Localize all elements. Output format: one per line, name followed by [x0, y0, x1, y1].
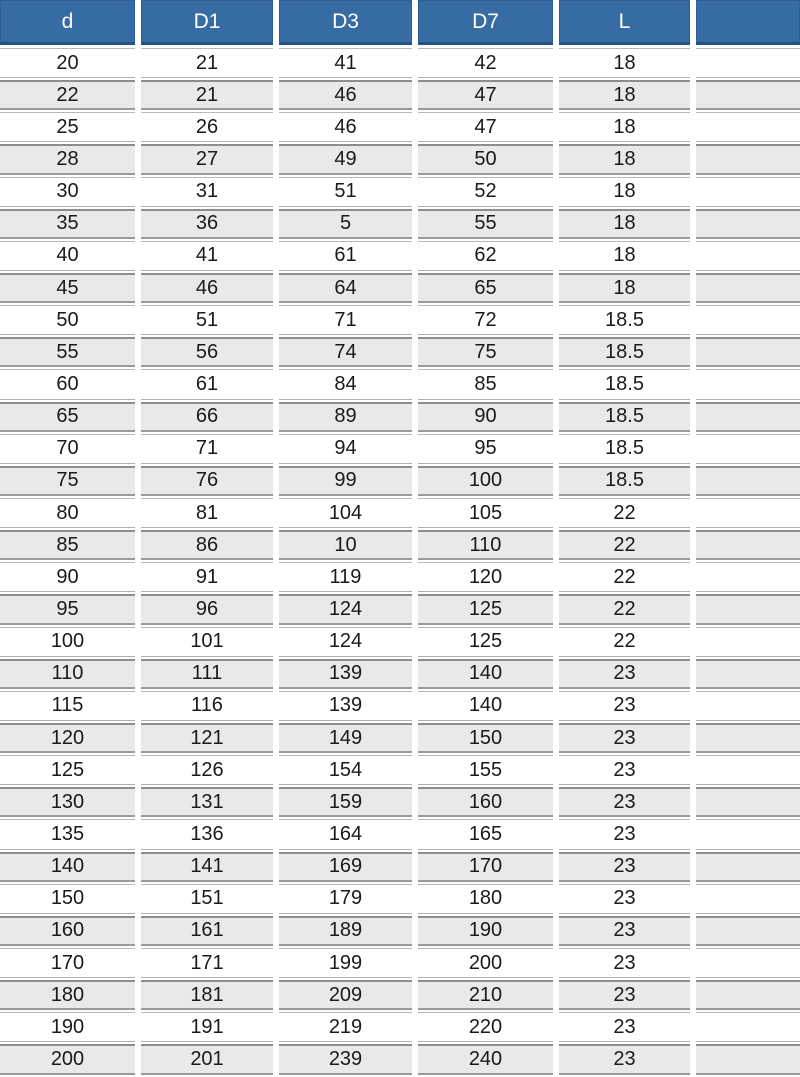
table-cell-l: 18 [559, 144, 690, 174]
table-cell-d3: 61 [279, 241, 412, 271]
table-cell-d: 22 [0, 80, 135, 110]
table-cell-d1: 36 [141, 209, 273, 239]
table-cell-l: 18 [559, 241, 690, 271]
table-cell-d7: 47 [418, 112, 553, 142]
table-cell-d7: 42 [418, 48, 553, 78]
table-cell-d1: 171 [141, 948, 273, 978]
table-row [0, 112, 800, 142]
table-row [0, 884, 800, 914]
table-cell-d3: 46 [279, 112, 412, 142]
table-cell-d1: 76 [141, 466, 273, 496]
table-cell-d: 75 [0, 466, 135, 496]
table-row [0, 819, 800, 849]
table-cell-d7: 52 [418, 177, 553, 207]
table-cell-d1: 21 [141, 48, 273, 78]
column-header-empty [696, 0, 800, 45]
table-cell-d1: 51 [141, 305, 273, 335]
table-cell-l: 23 [559, 884, 690, 914]
table-cell-d: 200 [0, 1044, 135, 1074]
table-cell-d3: 51 [279, 177, 412, 207]
table-row [0, 562, 800, 592]
table-cell-d1: 81 [141, 498, 273, 528]
table-cell-empty [696, 755, 800, 785]
table-cell-d7: 110 [418, 530, 553, 560]
table-cell-d3: 164 [279, 819, 412, 849]
table-cell-l: 23 [559, 852, 690, 882]
table-cell-d1: 161 [141, 916, 273, 946]
table-cell-d1: 91 [141, 562, 273, 592]
table-cell-l: 23 [559, 659, 690, 689]
table-cell-d7: 155 [418, 755, 553, 785]
table-cell-d: 120 [0, 723, 135, 753]
table-cell-empty [696, 980, 800, 1010]
table-cell-d7: 85 [418, 369, 553, 399]
table-cell-d: 28 [0, 144, 135, 174]
table-cell-l: 22 [559, 530, 690, 560]
table-cell-d3: 219 [279, 1012, 412, 1042]
table-cell-d: 130 [0, 787, 135, 817]
table-cell-d: 95 [0, 594, 135, 624]
column-header-d3: D3 [279, 0, 412, 45]
table-cell-d1: 116 [141, 691, 273, 721]
table-cell-empty [696, 209, 800, 239]
table-cell-d: 45 [0, 273, 135, 303]
table-cell-d1: 191 [141, 1012, 273, 1042]
table-cell-d7: 125 [418, 594, 553, 624]
table-cell-d3: 41 [279, 48, 412, 78]
table-cell-d: 180 [0, 980, 135, 1010]
table-cell-l: 23 [559, 1012, 690, 1042]
table-cell-d7: 165 [418, 819, 553, 849]
table-cell-d7: 240 [418, 1044, 553, 1074]
table-row [0, 273, 800, 303]
table-cell-d: 135 [0, 819, 135, 849]
table-cell-d3: 5 [279, 209, 412, 239]
table-cell-d3: 179 [279, 884, 412, 914]
table-cell-d3: 169 [279, 852, 412, 882]
table-cell-d3: 119 [279, 562, 412, 592]
table-cell-l: 18 [559, 177, 690, 207]
table-cell-d7: 180 [418, 884, 553, 914]
table-cell-d: 100 [0, 627, 135, 657]
table-cell-d: 40 [0, 241, 135, 271]
table-row [0, 627, 800, 657]
table-row [0, 305, 800, 335]
table-cell-empty [696, 594, 800, 624]
table-cell-d7: 210 [418, 980, 553, 1010]
table-row [0, 723, 800, 753]
table-cell-d3: 154 [279, 755, 412, 785]
table-cell-d1: 31 [141, 177, 273, 207]
table-cell-l: 18.5 [559, 434, 690, 464]
table-cell-l: 22 [559, 594, 690, 624]
table-cell-l: 23 [559, 916, 690, 946]
table-cell-empty [696, 852, 800, 882]
table-cell-d: 115 [0, 691, 135, 721]
table-row [0, 1044, 800, 1074]
table-cell-empty [696, 241, 800, 271]
table-cell-d1: 46 [141, 273, 273, 303]
table-cell-d3: 64 [279, 273, 412, 303]
table-cell-d7: 140 [418, 691, 553, 721]
table-cell-d1: 26 [141, 112, 273, 142]
table-cell-l: 23 [559, 980, 690, 1010]
table-cell-l: 18 [559, 48, 690, 78]
table-cell-d3: 74 [279, 337, 412, 367]
table-cell-empty [696, 498, 800, 528]
table-cell-d: 50 [0, 305, 135, 335]
table-cell-d7: 200 [418, 948, 553, 978]
table-cell-d3: 10 [279, 530, 412, 560]
table-cell-l: 18 [559, 209, 690, 239]
table-cell-empty [696, 144, 800, 174]
table-cell-empty [696, 80, 800, 110]
column-header-d: d [0, 0, 135, 45]
table-cell-d1: 141 [141, 852, 273, 882]
column-header-l: L [559, 0, 690, 45]
table-cell-d3: 71 [279, 305, 412, 335]
table-cell-d3: 189 [279, 916, 412, 946]
table-cell-d: 25 [0, 112, 135, 142]
table-cell-empty [696, 273, 800, 303]
table-cell-l: 22 [559, 627, 690, 657]
table-cell-empty [696, 562, 800, 592]
table-cell-l: 23 [559, 819, 690, 849]
table-cell-d7: 150 [418, 723, 553, 753]
table-cell-d3: 149 [279, 723, 412, 753]
table-cell-l: 22 [559, 498, 690, 528]
table-cell-d1: 71 [141, 434, 273, 464]
table-row [0, 466, 800, 496]
table-cell-d: 170 [0, 948, 135, 978]
table-cell-d: 30 [0, 177, 135, 207]
table-cell-d1: 41 [141, 241, 273, 271]
table-row [0, 402, 800, 432]
table-cell-d1: 86 [141, 530, 273, 560]
table-cell-d: 65 [0, 402, 135, 432]
table-cell-l: 18 [559, 112, 690, 142]
column-header-d1: D1 [141, 0, 273, 45]
table-cell-d3: 139 [279, 691, 412, 721]
table-cell-l: 23 [559, 755, 690, 785]
table-cell-l: 23 [559, 948, 690, 978]
table-cell-d1: 201 [141, 1044, 273, 1074]
table-cell-d7: 65 [418, 273, 553, 303]
table-cell-empty [696, 48, 800, 78]
table-cell-l: 18.5 [559, 305, 690, 335]
table-cell-d3: 99 [279, 466, 412, 496]
table-cell-d1: 121 [141, 723, 273, 753]
table-body [0, 48, 800, 1075]
table-cell-d1: 27 [141, 144, 273, 174]
table-cell-d3: 199 [279, 948, 412, 978]
table-row [0, 980, 800, 1010]
table-cell-d7: 140 [418, 659, 553, 689]
table-cell-d1: 101 [141, 627, 273, 657]
table-row [0, 594, 800, 624]
table-cell-l: 18.5 [559, 369, 690, 399]
table-cell-empty [696, 819, 800, 849]
table-cell-empty [696, 1044, 800, 1074]
table-cell-d: 160 [0, 916, 135, 946]
table-cell-d3: 124 [279, 627, 412, 657]
table-cell-l: 23 [559, 787, 690, 817]
table-row [0, 209, 800, 239]
table-cell-empty [696, 884, 800, 914]
table-cell-d: 35 [0, 209, 135, 239]
table-cell-d3: 84 [279, 369, 412, 399]
table-cell-d: 60 [0, 369, 135, 399]
table-cell-d7: 90 [418, 402, 553, 432]
table-header-row [0, 0, 800, 45]
table-cell-empty [696, 723, 800, 753]
table-cell-empty [696, 948, 800, 978]
table-cell-l: 18.5 [559, 402, 690, 432]
table-cell-l: 18.5 [559, 337, 690, 367]
table-cell-d: 80 [0, 498, 135, 528]
table-cell-d: 110 [0, 659, 135, 689]
column-header-d7: D7 [418, 0, 553, 45]
table-cell-d7: 47 [418, 80, 553, 110]
table-cell-l: 23 [559, 691, 690, 721]
table-cell-d1: 96 [141, 594, 273, 624]
table-cell-empty [696, 659, 800, 689]
table-row [0, 48, 800, 78]
table-cell-empty [696, 1012, 800, 1042]
table-cell-d: 125 [0, 755, 135, 785]
table-cell-empty [696, 337, 800, 367]
table-cell-empty [696, 402, 800, 432]
table-row [0, 691, 800, 721]
table-row [0, 144, 800, 174]
table-cell-empty [696, 112, 800, 142]
table-row [0, 241, 800, 271]
table-cell-d7: 170 [418, 852, 553, 882]
table-row [0, 948, 800, 978]
table-cell-empty [696, 627, 800, 657]
table-cell-d: 140 [0, 852, 135, 882]
table-row [0, 337, 800, 367]
table-cell-empty [696, 305, 800, 335]
table-cell-d3: 139 [279, 659, 412, 689]
table-cell-d3: 209 [279, 980, 412, 1010]
table-row [0, 530, 800, 560]
table-cell-d: 20 [0, 48, 135, 78]
table-cell-d7: 75 [418, 337, 553, 367]
table-cell-empty [696, 466, 800, 496]
table-cell-d: 150 [0, 884, 135, 914]
table-cell-d1: 136 [141, 819, 273, 849]
table-cell-l: 18.5 [559, 466, 690, 496]
table-cell-d3: 159 [279, 787, 412, 817]
table-cell-d: 85 [0, 530, 135, 560]
table-cell-empty [696, 691, 800, 721]
table-cell-d1: 151 [141, 884, 273, 914]
table-cell-l: 23 [559, 723, 690, 753]
table-row [0, 659, 800, 689]
table-row [0, 787, 800, 817]
table-cell-l: 22 [559, 562, 690, 592]
table-cell-d3: 104 [279, 498, 412, 528]
table-cell-d7: 160 [418, 787, 553, 817]
table-cell-empty [696, 787, 800, 817]
table-cell-empty [696, 369, 800, 399]
table-cell-empty [696, 177, 800, 207]
table-cell-d7: 105 [418, 498, 553, 528]
table-cell-empty [696, 530, 800, 560]
table-row [0, 852, 800, 882]
table-cell-empty [696, 916, 800, 946]
table-cell-d7: 55 [418, 209, 553, 239]
table-cell-d1: 181 [141, 980, 273, 1010]
table-row [0, 369, 800, 399]
table-cell-d: 190 [0, 1012, 135, 1042]
table-cell-l: 23 [559, 1044, 690, 1074]
table-cell-d3: 239 [279, 1044, 412, 1074]
table-row [0, 916, 800, 946]
table-cell-d1: 126 [141, 755, 273, 785]
table-row [0, 434, 800, 464]
table-cell-d1: 21 [141, 80, 273, 110]
table-cell-empty [696, 434, 800, 464]
table-cell-d3: 89 [279, 402, 412, 432]
table-cell-d: 55 [0, 337, 135, 367]
table-cell-d1: 111 [141, 659, 273, 689]
table-row [0, 755, 800, 785]
table-cell-d7: 95 [418, 434, 553, 464]
table-cell-d3: 124 [279, 594, 412, 624]
table-row [0, 498, 800, 528]
table-cell-d3: 49 [279, 144, 412, 174]
table-cell-d7: 120 [418, 562, 553, 592]
table-cell-l: 18 [559, 273, 690, 303]
table-cell-d: 70 [0, 434, 135, 464]
table-cell-d1: 131 [141, 787, 273, 817]
table-cell-l: 18 [559, 80, 690, 110]
table-cell-d7: 72 [418, 305, 553, 335]
table-row [0, 177, 800, 207]
table-cell-d7: 62 [418, 241, 553, 271]
table-row [0, 80, 800, 110]
table-cell-d: 90 [0, 562, 135, 592]
table-cell-d7: 100 [418, 466, 553, 496]
table-cell-d1: 61 [141, 369, 273, 399]
table-cell-d3: 94 [279, 434, 412, 464]
table-cell-d7: 125 [418, 627, 553, 657]
table-row [0, 1012, 800, 1042]
table-cell-d7: 50 [418, 144, 553, 174]
table-cell-d1: 66 [141, 402, 273, 432]
table-cell-d3: 46 [279, 80, 412, 110]
table-cell-d7: 190 [418, 916, 553, 946]
table-cell-d7: 220 [418, 1012, 553, 1042]
table-cell-d1: 56 [141, 337, 273, 367]
